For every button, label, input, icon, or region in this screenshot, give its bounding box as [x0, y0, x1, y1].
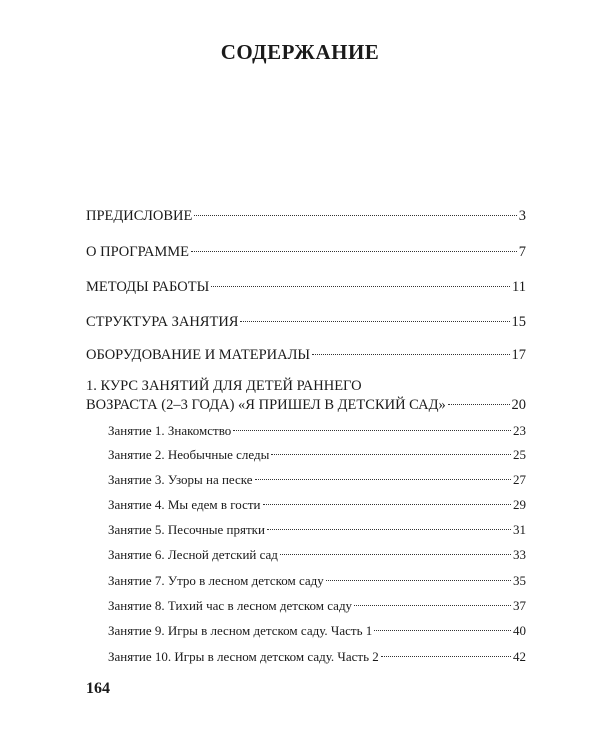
- toc-lesson-label: Занятие 8. Тихий час в лесном детском саду: [108, 598, 353, 613]
- toc-lesson-label: Занятие 3. Узоры на песке: [108, 472, 253, 487]
- toc-entry-label: О ПРОГРАММЕ: [86, 244, 189, 260]
- dot-leader: [448, 404, 510, 405]
- toc-entry-page: 15: [511, 314, 526, 330]
- toc-entry-label: ПРЕДИСЛОВИЕ: [86, 208, 193, 224]
- toc-entry-preface: [86, 207, 526, 225]
- toc-lesson: [108, 496, 526, 514]
- toc-chapter-page: 20: [511, 397, 526, 413]
- dot-leader: [271, 454, 511, 455]
- toc-lesson: [108, 471, 526, 489]
- toc-lesson: [108, 546, 526, 564]
- dot-leader: [267, 529, 511, 530]
- toc-lesson: [108, 446, 526, 464]
- toc-lesson-page: 23: [513, 423, 526, 438]
- toc-lesson: [108, 622, 526, 640]
- toc-lesson-page: 42: [513, 649, 526, 664]
- dot-leader: [326, 580, 511, 581]
- dot-leader: [191, 251, 517, 252]
- dot-leader: [255, 479, 511, 480]
- toc-lesson-label: Занятие 7. Утро в лесном детском саду: [108, 573, 324, 588]
- toc-lesson-label: Занятие 2. Необычные следы: [108, 447, 270, 462]
- toc-lesson-page: 40: [513, 623, 526, 638]
- toc-lesson: [108, 521, 526, 539]
- toc-lesson-page: 33: [513, 547, 526, 562]
- toc-entry-page: 7: [518, 244, 526, 260]
- toc-lesson-label: Занятие 5. Песочные прятки: [108, 522, 265, 537]
- toc-entry-label: ОБОРУДОВАНИЕ И МАТЕРИАЛЫ: [86, 347, 311, 363]
- toc-chapter-label: ВОЗРАСТА (2–3 ГОДА) «Я ПРИШЕЛ В ДЕТСКИЙ САД»: [86, 397, 446, 413]
- toc-entry-structure: [86, 313, 526, 331]
- toc-lesson: [108, 422, 526, 440]
- dot-leader: [374, 630, 511, 631]
- dot-leader: [263, 504, 511, 505]
- toc-entry-equipment: [86, 346, 526, 364]
- toc-entry-page: 3: [518, 208, 526, 224]
- dot-leader: [240, 321, 509, 322]
- toc-entry-page: 17: [511, 347, 526, 363]
- toc-lesson-label: Занятие 6. Лесной детский сад: [108, 547, 278, 562]
- toc-chapter-line-1: 1. КУРС ЗАНЯТИЙ ДЛЯ ДЕТЕЙ РАННЕГО: [86, 378, 362, 394]
- dot-leader: [312, 354, 509, 355]
- dot-leader: [354, 605, 511, 606]
- toc-entry-label: СТРУКТУРА ЗАНЯТИЯ: [86, 314, 239, 330]
- toc-lesson-page: 25: [513, 447, 526, 462]
- toc-lesson-label: Занятие 1. Знакомство: [108, 423, 232, 438]
- toc-lesson-label: Занятие 10. Игры в лесном детском саду. Часть 2: [108, 649, 379, 664]
- page-title: СОДЕРЖАНИЕ: [220, 40, 380, 64]
- dot-leader: [280, 554, 511, 555]
- toc-entry-about-program: [86, 243, 526, 261]
- toc-lesson: [108, 597, 526, 615]
- toc-lesson-page: 31: [513, 522, 526, 537]
- toc-entry-methods: [86, 278, 526, 296]
- toc-chapter-1: [86, 396, 526, 414]
- toc-lesson-page: 35: [513, 573, 526, 588]
- toc-lesson: [108, 572, 526, 590]
- toc-lesson-page: 27: [513, 472, 526, 487]
- dot-leader: [233, 430, 511, 431]
- toc-lesson-page: 37: [513, 598, 526, 613]
- dot-leader: [194, 215, 516, 216]
- dot-leader: [381, 656, 511, 657]
- toc-lesson: [108, 648, 526, 666]
- toc-entry-page: 11: [512, 279, 526, 295]
- toc-lesson-label: Занятие 4. Мы едем в гости: [108, 497, 261, 512]
- dot-leader: [211, 286, 510, 287]
- toc-entry-label: МЕТОДЫ РАБОТЫ: [86, 279, 210, 295]
- toc-lesson-label: Занятие 9. Игры в лесном детском саду. Часть 1: [108, 623, 373, 638]
- page-number: 164: [86, 680, 110, 697]
- toc-lesson-page: 29: [513, 497, 526, 512]
